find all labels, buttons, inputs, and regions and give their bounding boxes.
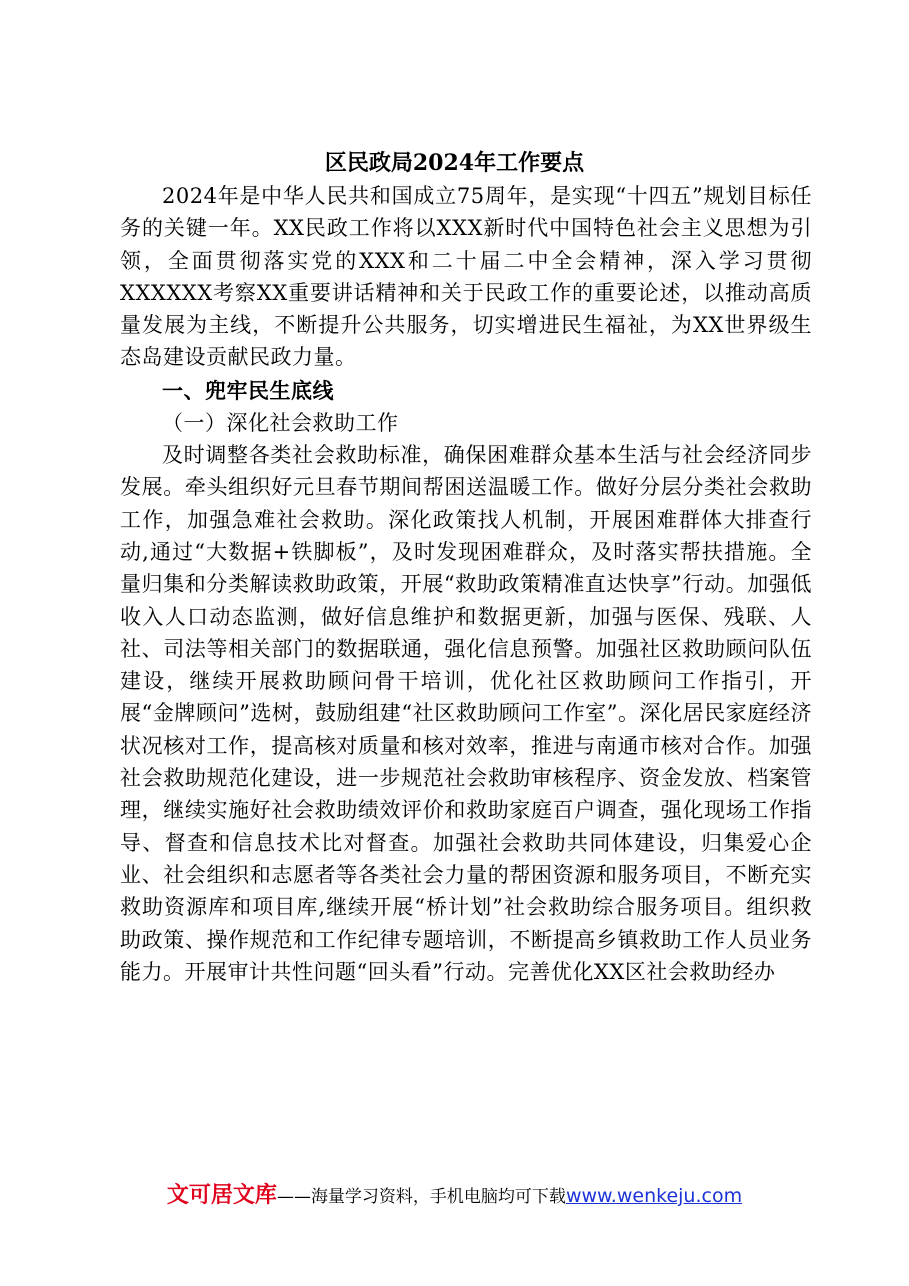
- section-heading: 一、兜牢民生底线: [162, 377, 334, 403]
- document-body: [120, 180, 812, 988]
- document-title: 区民政局2024年工作要点: [324, 150, 585, 176]
- footer-brand: 文可居文库: [166, 1183, 277, 1208]
- intro-paragraph: 2024年是中华人民共和国成立75周年，是实现“十四五”规划目标任务的关键一年。XX民政工作将以XXX新时代中国特色社会主义思想为引领，全面贯彻落实党的XXX和二十届二中全会精神，深入学习贯彻XXXXXX考察XX重要讲话精神和关于民政工作的重要论述，以推动高质量发展为主线，不断提升公共服务，切实增进民生福祉，为XX世界级生态岛建设贡献民政力量。: [120, 184, 812, 370]
- footer-banner: [0, 1181, 909, 1212]
- subsection-heading: （一）深化社会救助工作: [162, 410, 399, 435]
- footer-tagline: ——海量学习资料，手机电脑均可下载: [276, 1187, 566, 1207]
- footer-website-link[interactable]: www.wenkeju.com: [565, 1185, 743, 1207]
- subsection-paragraph: 及时调整各类社会救助标准，确保困难群众基本生活与社会经济同步发展。牵头组织好元旦春节期间帮困送温暖工作。做好分层分类社会救助工作，加强急难社会救助。深化政策找人机制，开展困难群体大排查行动,通过“大数据+铁脚板”，及时发现困难群众，及时落实帮扶措施。全量归集和分类解读救助政策，开展“救助政策精准直达快享”行动。加强低收入人口动态监测，做好信息维护和数据更新，加强与医保、残联、人社、司法等相关部门的数据联通，强化信息预警。加强社区救助顾问队伍建设，继续开展救助顾问骨干培训，优化社区救助顾问工作指引，开展“金牌顾问”选树，鼓励组建“社区救助顾问工作室”。深化居民家庭经济状况核对工作，提高核对质量和核对效率，推进与南通市核对合作。加强社会救助规范化建设，进一步规范社会救助审核程序、资金发放、档案管理，继续实施好社会救助绩效评价和救助家庭百户调查，强化现场工作指导、督查和信息技术比对督查。加强社会救助共同体建设，归集爱心企业、社会组织和志愿者等各类社会力量的帮困资源和服务项目，不断充实救助资源库和项目库,继续开展“桥计划”社会救助综合服务项目。组织救助政策、操作规范和工作纪律专题培训，不断提高乡镇救助工作人员业务能力。开展审计共性问题“回头看”行动。完善优化XX区社会救助经办: [120, 443, 812, 984]
